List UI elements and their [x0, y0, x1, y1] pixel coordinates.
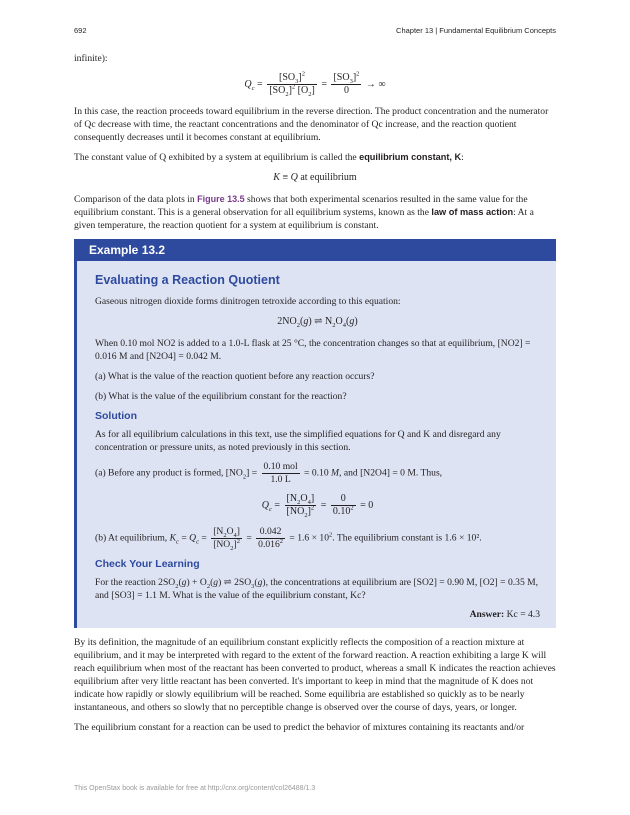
- example-box: [74, 239, 556, 628]
- equation-k-equiv-q: K ≡ Q at equilibrium: [273, 172, 357, 183]
- example-conditions: When 0.10 mol NO2 is added to a 1.0-L flask at 25 °C, the concentration changes so that at equilibrium, [NO2] = 0.016 M and [N2O4] = 0.042 M.: [95, 338, 531, 362]
- answer-value: Kc = 4.3: [506, 609, 540, 620]
- intro-lead: infinite):: [74, 53, 108, 64]
- solution-part-b: (b) At equilibrium, $K_c = Q_c$ = $\frac{[N_2O_4]}{[NO_2]^2}$ = $\frac{0.042}{0.016^2}$ = $1.6 \times 10^2$. The equilibrium constant is 1.6 × 10².: [95, 526, 482, 552]
- example-title: Evaluating a Reaction Quotient: [95, 273, 280, 287]
- example-statement: Gaseous nitrogen dioxide forms dinitrogen tetroxide according to this equation:: [95, 296, 401, 307]
- magnitude-paragraph: By its definition, the magnitude of an equilibrium constant explicitly reflects the composition of a reaction mixture at equilibrium, and it may be interpreted with regard to the extent of the forward reaction. A reaction exhibiting a large K will reach equilibrium when most of the reactant has been converted to product, whereas a small K indicates the reaction achieves equilibrium after very little reactant has been converted. It's important to keep in mind that the magnitude of K does not indicate how rapidly or slowly equilibrium will be reached. Some equilibria are established so quickly as to be nearly instantaneous, and others so slowly that no perceptible change is observed over the course of days, years, or longer.: [74, 637, 556, 713]
- example-label: Example 13.2: [77, 239, 556, 261]
- check-your-learning-text: For the reaction $2SO_2(g) + O_2(g)$ ⇌ $2SO_3(g)$, the concentrations at equilibrium are [SO2] = 0.90 M, [O2] = 0.35 M, and [SO3] = 1.1 M. What is the value of the equilibrium constant, Kc?: [95, 577, 539, 601]
- check-your-learning-heading: Check Your Learning: [95, 558, 200, 570]
- solution-part-a: (a) Before any product is formed, $[NO_2]$ = $\frac{\text{0.10 mol}}{1.0 L}$ = 0.10 M, and [N2O4] = 0 M. Thus,: [95, 461, 443, 485]
- constant-paragraph: The constant value of Q exhibited by a system at equilibrium is called the equilibrium constant, K:: [74, 152, 464, 163]
- footer-text: This OpenStax book is available for free at http://cnx.org/content/col26488/1.3: [74, 785, 316, 792]
- page-number: 692: [74, 26, 87, 35]
- solution-intro: As for all equilibrium calculations in this text, use the simplified equations for Q and K and disregard any concentration or pressure units, as noted previously in this section.: [95, 429, 501, 453]
- chapter-header: Chapter 13 | Fundamental Equilibrium Concepts: [396, 26, 556, 35]
- prediction-paragraph: The equilibrium constant for a reaction can be used to predict the behavior of mixtures containing its reactants and/or: [74, 722, 525, 733]
- figure-13-5-link[interactable]: Figure 13.5: [197, 194, 245, 204]
- question-a: (a) What is the value of the reaction quotient before any reaction occurs?: [95, 371, 375, 382]
- comparison-paragraph: Comparison of the data plots in Figure 13.5 shows that both experimental scenarios resulted in the same value for the equilibrium constant. This is a general observation for all equilibrium systems, known as the law of mass action: At a given temperature, the reaction quotient for a system at equilibrium is constant.: [74, 194, 534, 231]
- equation-no2-n2o4: $2NO_2(g)$ ⇌ $N_2O_4(g)$: [277, 316, 358, 329]
- page-content: [74, 52, 556, 741]
- law-of-mass-action-term: law of mass action: [431, 207, 514, 217]
- solution-heading: Solution: [95, 410, 137, 422]
- equation-q-infinity: $Q_c$ = $\frac{[SO_3]^2}{[SO_2]^2 [O_2]}$ = $\frac{[SO_3]^2}{0}$ → ∞: [244, 70, 386, 98]
- reverse-direction-paragraph: In this case, the reaction proceeds toward equilibrium in the reverse direction. The product concentration and the numerator of Qc decrease with time, the reactant concentrations and the denominator of Qc increase, and the reaction quotient consequently decreases until it becomes constant at equilibrium.: [74, 106, 549, 143]
- answer: Answer: Kc = 4.3: [469, 609, 540, 620]
- question-b: (b) What is the value of the equilibrium constant for the reaction?: [95, 391, 347, 402]
- equation-q-zero: $Q_c$ = $\frac{[N_2O_4]}{[NO_2]^2}$ = $\frac{0}{0.10^2}$ = 0: [261, 493, 374, 519]
- equilibrium-constant-term: equilibrium constant, K: [359, 152, 462, 162]
